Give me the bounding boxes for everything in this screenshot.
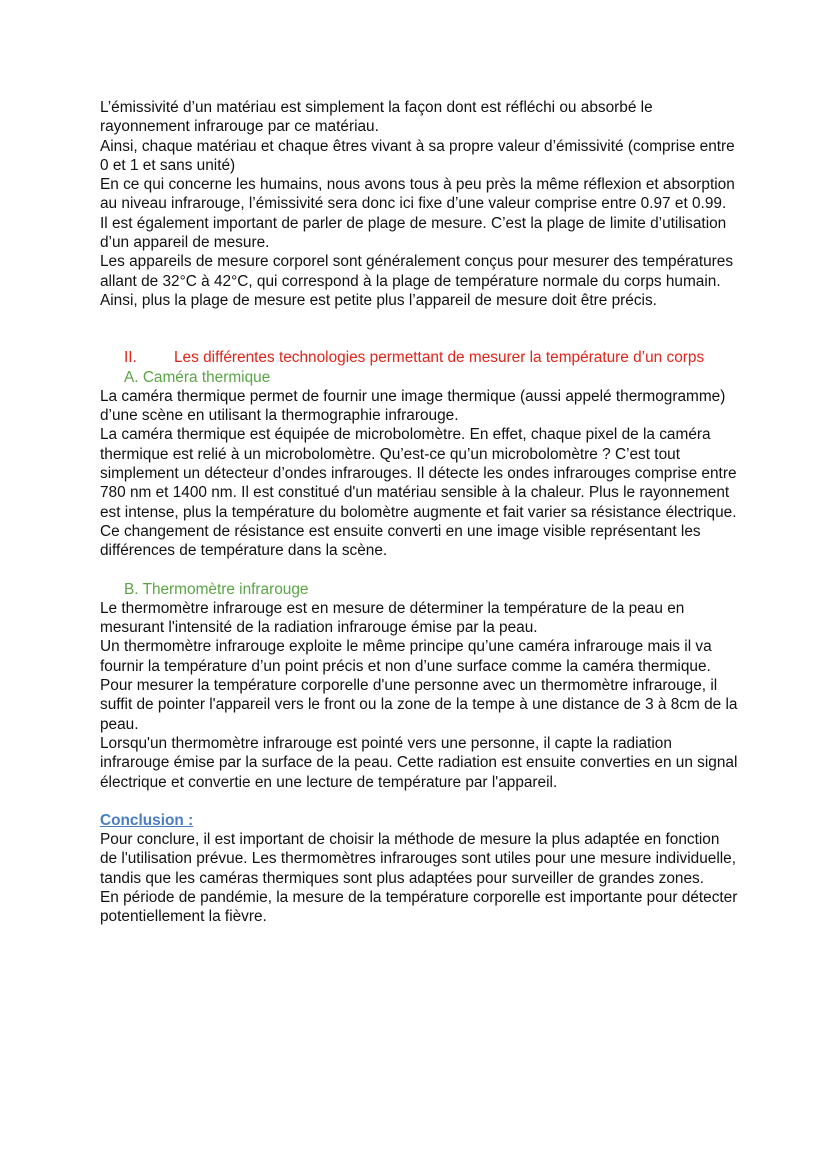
intro-paragraph-4: Il est également important de parler de plage de mesure. C’est la plage de limite d’utilisation d’un appareil de mesure. [100, 214, 727, 252]
intro-paragraph-2: Ainsi, chaque matériau et chaque êtres vivant à sa propre valeur d’émissivité (comprise entre 0 et 1 et sans unité) [100, 137, 735, 174]
subheading-thermometer: B. Thermomètre infrarouge [124, 580, 309, 598]
intro-paragraph-1: L’émissivité d’un matériau est simplement la façon dont est réfléchi ou absorbé le rayonnement infrarouge par ce matériau. [100, 99, 653, 136]
spacer [100, 792, 740, 811]
conclusion-paragraph-2: En période de pandémie, la mesure de la température corporelle est importante pour détecter potentiellement la fièvre. [100, 888, 738, 926]
thermometer-paragraph-1: Le thermomètre infrarouge est en mesure de déterminer la température de la peau en mesurant l'intensité de la radiation infrarouge émise par la peau. [100, 599, 685, 637]
section-number: II. [124, 349, 137, 367]
conclusion-title: Conclusion : [100, 811, 194, 829]
section-heading [100, 348, 740, 367]
thermometer-paragraph-2: Un thermomètre infrarouge exploite le même principe qu’une caméra infrarouge mais il va fournir la température d’un point précis et non d’une surface comme la caméra thermique. [100, 638, 712, 675]
camera-paragraph-2: La caméra thermique est équipée de microbolomètre. En effet, chaque pixel de la caméra thermique est relié à un microbolomètre. Qu’est-ce qu’un microbolomètre ? C’est tout simplement un détecteur d’ondes infrarouges. Il détecte les ondes infrarouges comprise entre 780 nm et 1400 nm. Il est constitué d'un matériau sensible à la chaleur. Plus le rayonnement est intense, plus la température du bolomètre augmente et fait varier sa résistance électrique. Ce changement de résistance est ensuite converti en une image visible représentant les différences de température dans la scène. [100, 426, 737, 560]
section-title: Les différentes technologies permettant de mesurer la température d’un corps [174, 349, 705, 367]
thermometer-paragraph-4: Lorsqu'un thermomètre infrarouge est pointé vers une personne, il capte la radiation infrarouge émise par la surface de la peau. Cette radiation est ensuite converties en un signal électrique et convertie en une lecture de température par l'appareil. [100, 734, 738, 791]
conclusion-paragraph-1: Pour conclure, il est important de choisir la méthode de mesure la plus adaptée en fonction de l'utilisation prévue. Les thermomètres infrarouges sont utiles pour une mesure individuelle, tandis que les caméras thermiques sont plus adaptées pour surveiller de grandes zones. [100, 831, 737, 887]
intro-paragraph-5: Les appareils de mesure corporel sont généralement conçus pour mesurer des températures allant de 32°C à 42°C, qui correspond à la plage de température normale du corps humain. Ainsi, plus la plage de mesure est petite plus l’appareil de mesure doit être précis. [100, 253, 734, 309]
intro-paragraph-3: En ce qui concerne les humains, nous avons tous à peu près la même réflexion et absorption au niveau infrarouge, l’émissivité sera donc ici fixe d’une valeur comprise entre 0.97 et 0.99. [100, 176, 735, 213]
spacer [100, 561, 740, 580]
subheading-camera: A. Caméra thermique [124, 368, 271, 386]
document-page [100, 98, 740, 927]
thermometer-paragraph-3: Pour mesurer la température corporelle d'une personne avec un thermomètre infrarouge, il suffit de pointer l'appareil vers le front ou la zone de la tempe à une distance de 3 à 8cm de la peau. [100, 677, 738, 733]
spacer [100, 310, 740, 348]
camera-paragraph-1: La caméra thermique permet de fournir une image thermique (aussi appelé thermogramme) d’une scène en utilisant la thermographie infrarouge. [100, 387, 726, 425]
